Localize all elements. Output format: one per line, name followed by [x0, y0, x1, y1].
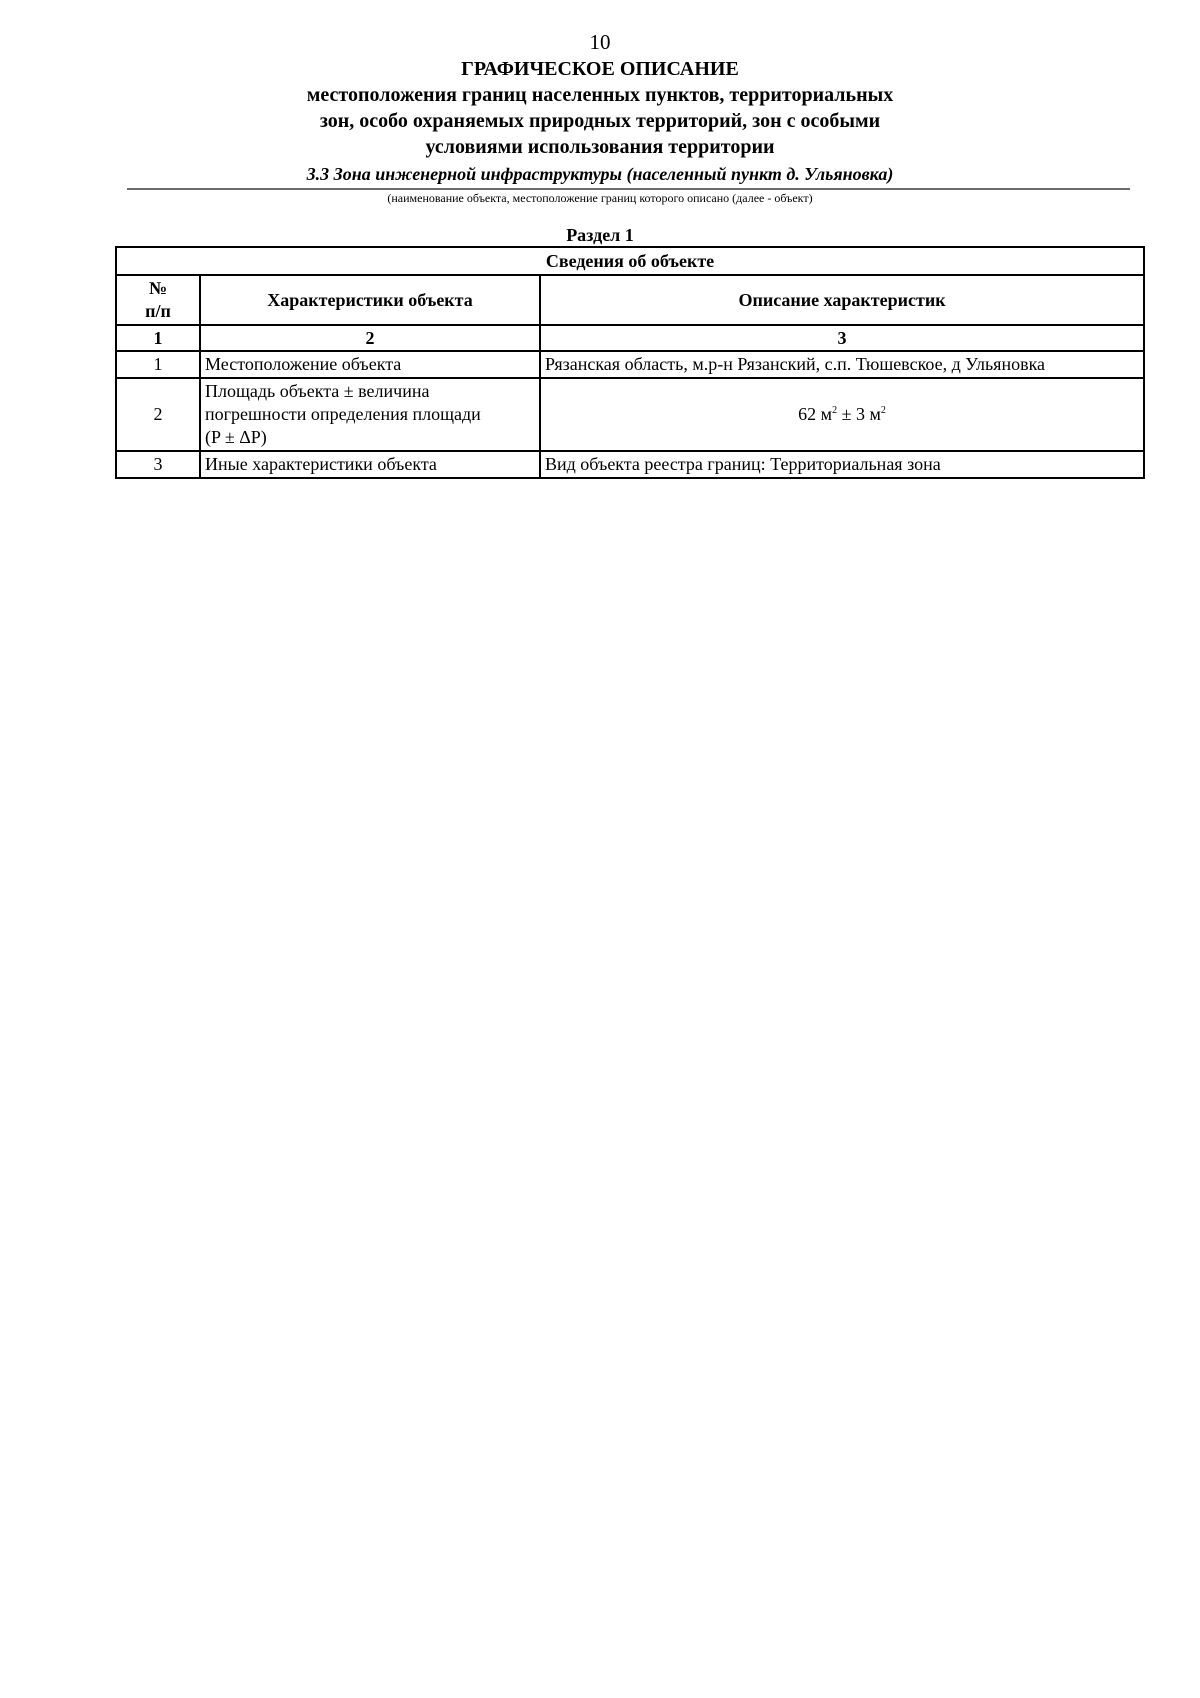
column-index-1: 1 [116, 325, 200, 351]
object-name-underline [127, 188, 1130, 190]
table-row [116, 351, 1144, 378]
table-row [116, 451, 1144, 478]
page-number: 10 [589, 30, 611, 54]
column-index-2: 2 [200, 325, 540, 351]
table-row [116, 378, 1144, 451]
row-2-characteristic-line-3: (P ± ΔP) [205, 427, 267, 447]
document-title [0, 56, 1200, 160]
row-1-characteristic: Местоположение объекта [200, 351, 540, 378]
header-description: Описание характеристик [540, 275, 1144, 325]
row-2-num: 2 [116, 378, 200, 451]
row-3-characteristic: Иные характеристики объекта [200, 451, 540, 478]
row-2-characteristic-line-2: погрешности определения площади [205, 404, 481, 424]
row-1-description: Рязанская область, м.р-н Рязанский, с.п. Тюшевское, д Ульяновка [540, 351, 1144, 378]
title-line-3: зон, особо охраняемых природных территорий, зон с особыми [319, 110, 881, 132]
row-3-description: Вид объекта реестра границ: Территориальная зона [540, 451, 1144, 478]
header-num-line-1: № [148, 278, 168, 298]
section-title: Раздел 1 [566, 225, 634, 245]
header-characteristics: Характеристики объекта [200, 275, 540, 325]
title-line-1: ГРАФИЧЕСКОЕ ОПИСАНИЕ [461, 58, 739, 80]
row-1-num: 1 [116, 351, 200, 378]
table-caption: Сведения об объекте [116, 247, 1144, 275]
object-name-caption: (наименование объекта, местоположение границ которого описано (далее - объект) [387, 191, 813, 205]
title-line-2: местоположения границ населенных пунктов, территориальных [306, 84, 894, 106]
title-line-4: условиями использования территории [425, 136, 775, 158]
table-header-row [116, 275, 1144, 325]
row-2-description [540, 378, 1144, 451]
area-unit-exponent: 2 [832, 405, 838, 416]
column-index-3: 3 [540, 325, 1144, 351]
row-2-characteristic [200, 378, 540, 451]
object-info-table [115, 246, 1145, 479]
row-3-num: 3 [116, 451, 200, 478]
row-2-characteristic-line-1: Площадь объекта ± величина [205, 381, 430, 401]
object-name: 3.3 Зона инженерной инфраструктуры (населенный пункт д. Ульяновка) [306, 164, 894, 184]
header-num [116, 275, 200, 325]
tolerance-unit-exponent: 2 [880, 405, 886, 416]
column-index-row [116, 325, 1144, 351]
area-tolerance: ± 3 м [837, 404, 881, 424]
area-value: 62 м [798, 404, 833, 424]
header-num-line-2: п/п [145, 301, 171, 321]
table-caption-row [116, 247, 1144, 275]
